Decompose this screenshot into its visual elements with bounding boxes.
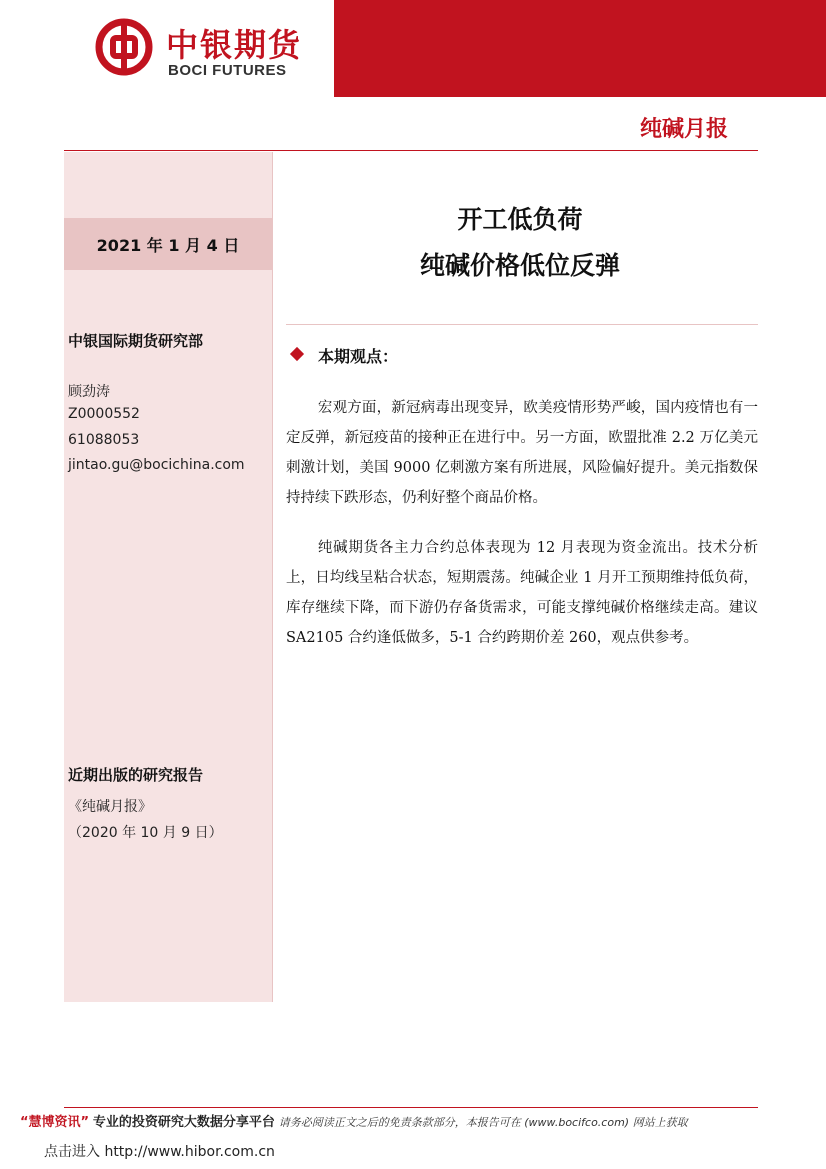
footer-brand: “慧博资讯” bbox=[20, 1115, 90, 1130]
divider bbox=[64, 150, 758, 151]
viewpoint-paragraph-macro: 宏观方面，新冠病毒出现变异，欧美疫情形势严峻，国内疫情也有一定反弹，新冠疫苗的接种正在进行中。另一方面，欧盟批准 2.2 万亿美元刺激计划，美国 9000 亿刺激方案有所进展，风险偏好提升。美元指数保持持续下跌形态，仍利好整个商品价格。 bbox=[286, 400, 758, 506]
viewpoint-heading: 本期观点： bbox=[318, 347, 399, 366]
brand-name-en: BOCI FUTURES bbox=[168, 62, 287, 79]
report-title-line1: 开工低负荷 bbox=[457, 205, 583, 234]
analyst-license: Z0000552 bbox=[68, 406, 140, 422]
recent-reports-heading: 近期出版的研究报告 bbox=[68, 766, 204, 784]
recent-report-date: （2020 年 10 月 9 日） bbox=[68, 825, 223, 841]
sidebar bbox=[64, 152, 272, 1002]
department: 中银国际期货研究部 bbox=[68, 332, 204, 350]
header-red-band bbox=[334, 0, 826, 97]
brand-name-cn: 中银期货 bbox=[166, 26, 303, 64]
footer-link[interactable]: 点击进入 http://www.hibor.com.cn bbox=[44, 1144, 275, 1160]
analyst-phone: 61088053 bbox=[68, 432, 140, 448]
recent-report-title[interactable]: 《纯碱月报》 bbox=[68, 799, 152, 815]
divider bbox=[272, 152, 273, 1002]
footer-slogan: 专业的投资研究大数据分享平台 bbox=[92, 1115, 275, 1130]
footer-divider bbox=[64, 1107, 758, 1108]
report-date: 2021 年 1 月 4 日 bbox=[96, 236, 240, 255]
boc-logo-icon bbox=[95, 18, 153, 76]
footer-source: 请务必阅读正文之后的免责条款部分，本报告可在 (www.bocifco.com) 网站上获取 bbox=[278, 1116, 688, 1129]
viewpoint-paragraph-soda-ash: 纯碱期货各主力合约总体表现为 12 月表现为资金流出。技术分析上，日均线呈粘合状态，短期震荡。纯碱企业 1 月开工预期维持低负荷，库存继续下降，而下游仍存备货需求，可能支撑纯碱价格继续走高。建议 SA2105 合约逢低做多，5-1 合约跨期价差 260，观点供参考。 bbox=[286, 540, 758, 646]
analyst-email[interactable]: jintao.gu@bocichina.com bbox=[68, 457, 245, 473]
report-title-line2: 纯碱价格低位反弹 bbox=[419, 251, 620, 280]
report-type: 纯碱月报 bbox=[639, 116, 728, 142]
analyst-name: 顾劲涛 bbox=[68, 384, 110, 400]
footer-note bbox=[20, 1111, 688, 1130]
